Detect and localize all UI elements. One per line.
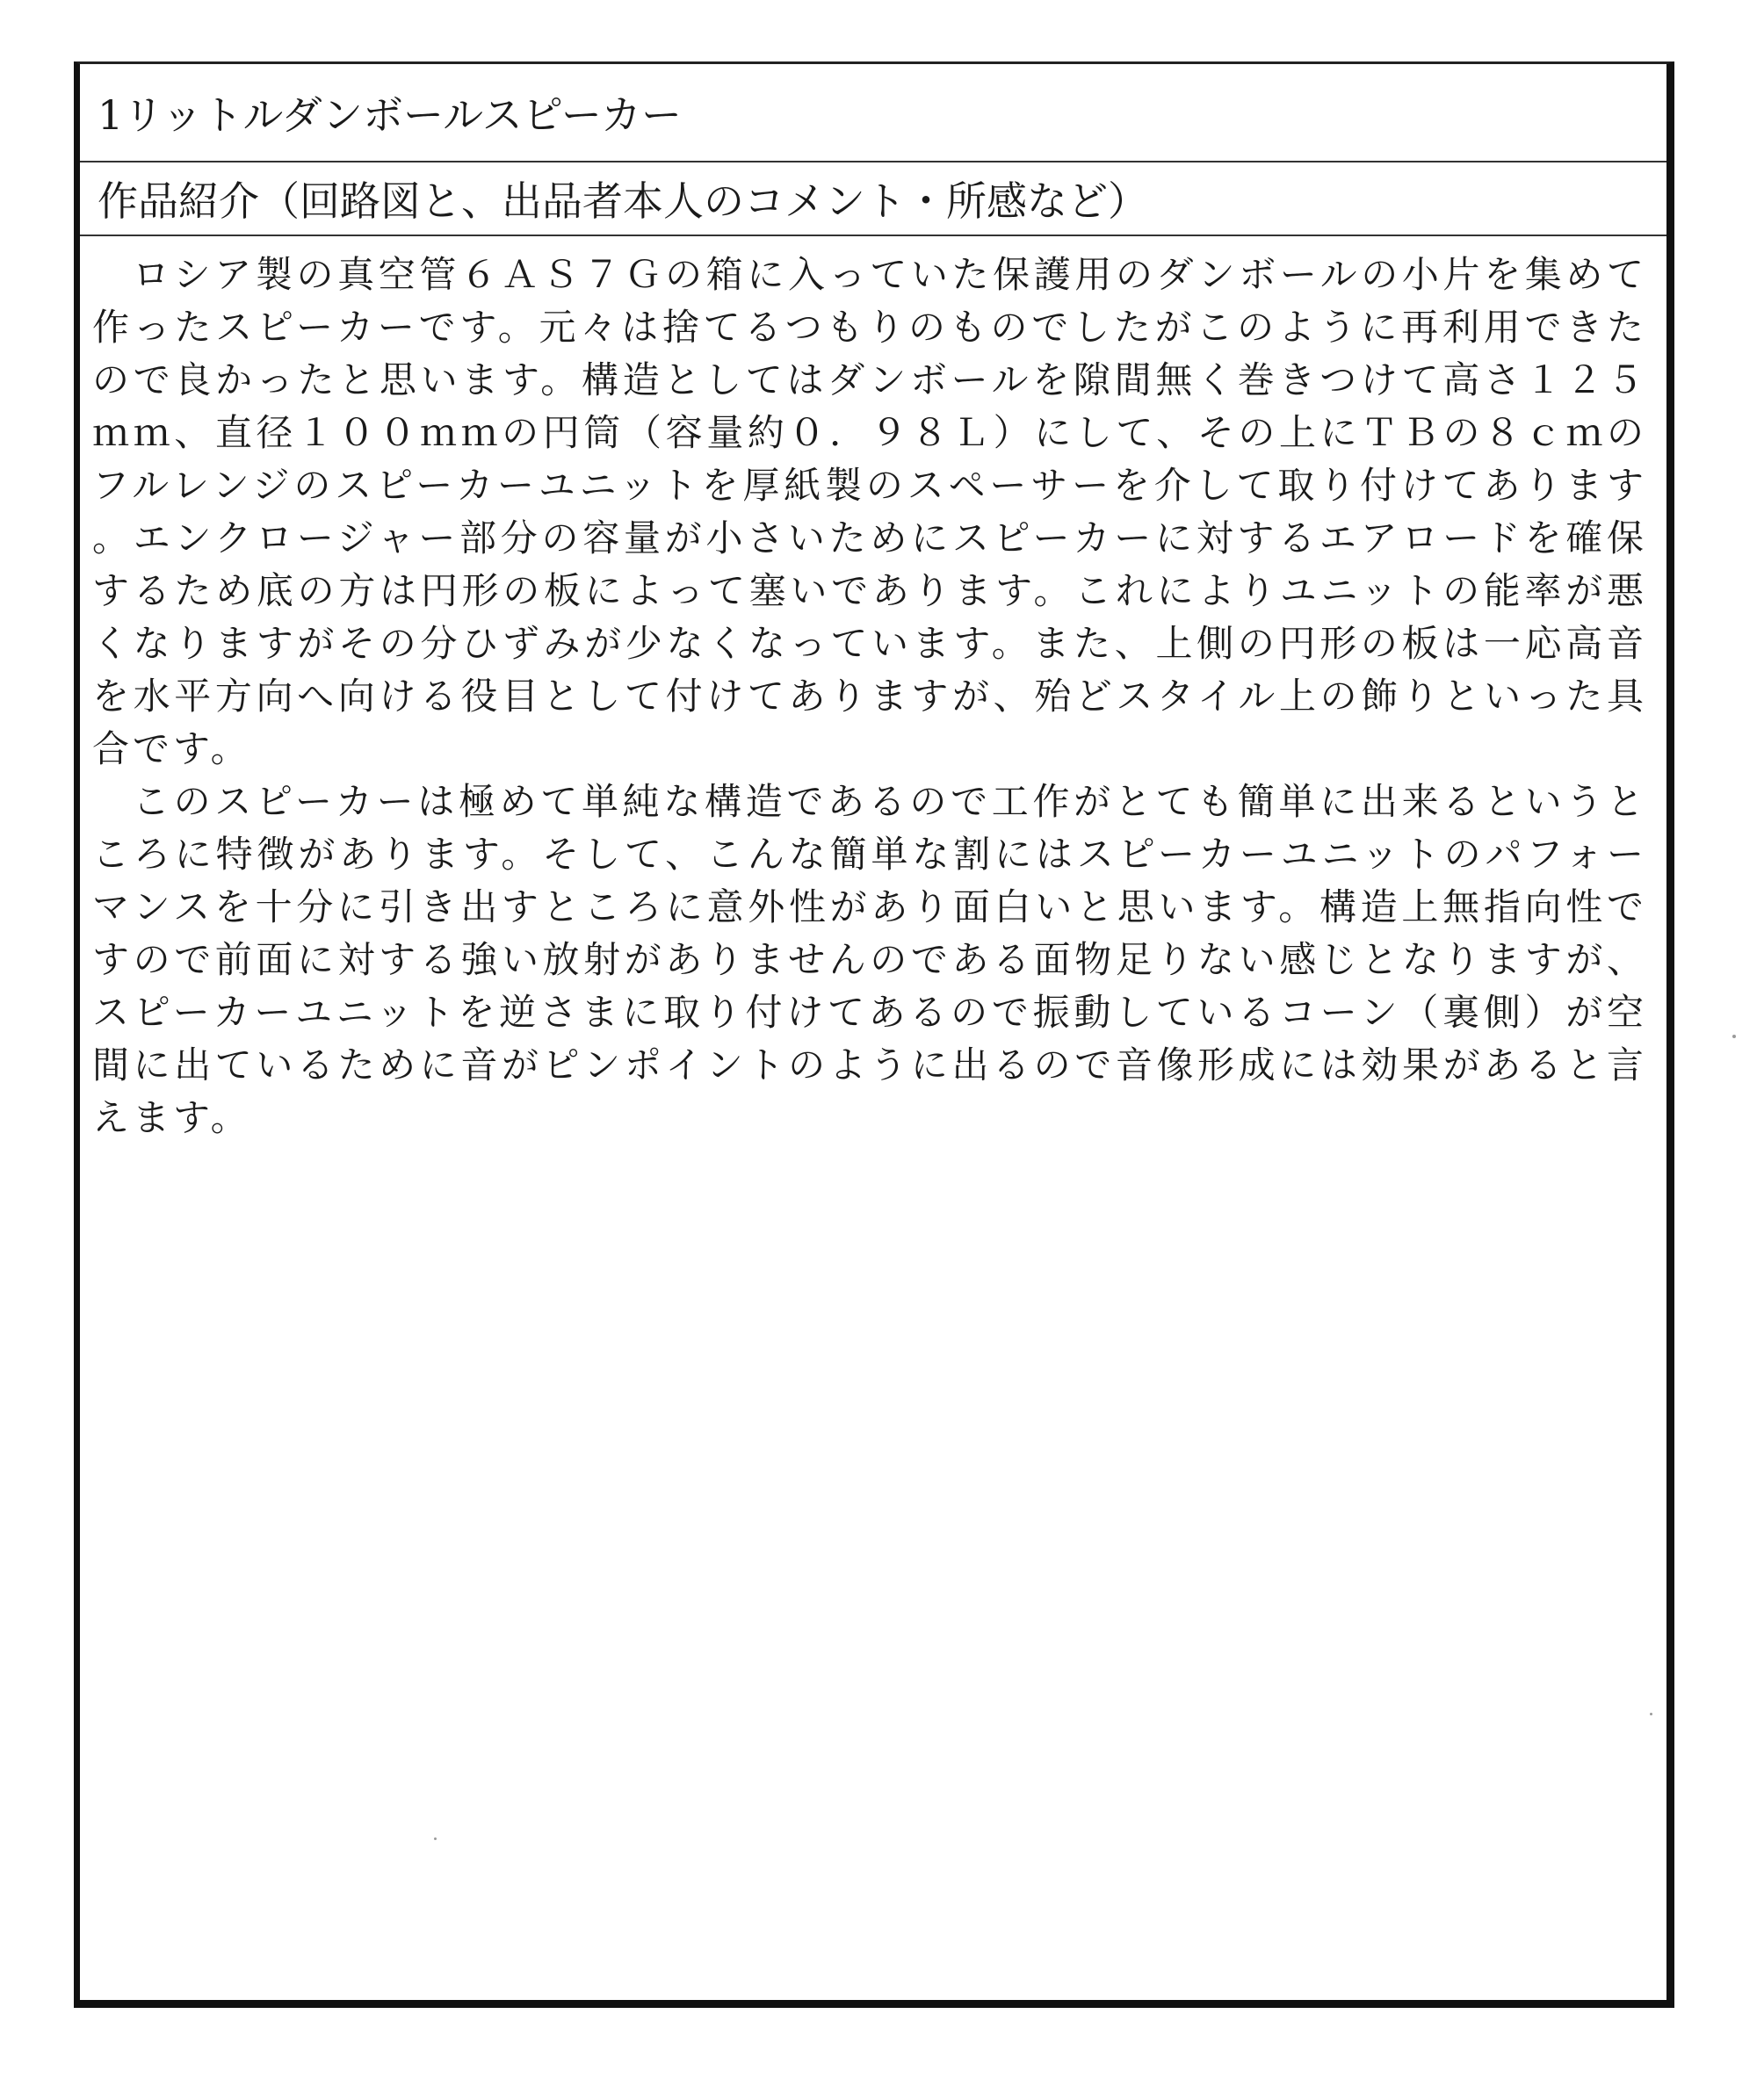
scan-speck: [434, 1837, 437, 1840]
paragraph-2: このスピーカーは極めて単純な構造であるので工作がとても簡単に出来るというところに特徴があります。そして、こんな簡単な割にはスピーカーユニットのパフォーマンスを十分に引き出すところに意外性があり面白いと思います。構造上無指向性ですので前面に対する強い放射がありませんのである面物足りない感じとなりますが、スピーカーユニットを逆さまに取り付けてあるので振動しているコーン（裏側）が空間に出ているために音がピンポイントのように出るので音像形成には効果があると言えます。: [92, 780, 1647, 1139]
scan-speck: [1732, 1035, 1736, 1038]
section-label: 作品紹介（回路図と、出品者本人のコメント・所感など）: [98, 177, 1148, 225]
description-body: [80, 236, 1666, 1144]
title-row: [80, 64, 1666, 162]
document-title: 1リットルダンボールスピーカー: [98, 91, 682, 139]
section-label-row: [80, 162, 1666, 236]
scan-speck: [1650, 1713, 1652, 1715]
document-frame: [74, 61, 1674, 2008]
paragraph-1: ロシア製の真空管６ＡＳ７Ｇの箱に入っていた保護用のダンボールの小片を集めて作ったスピーカーです。元々は捨てるつもりのものでしたがこのように再利用できたので良かったと思います。構造としてはダンボールを隙間無く巻きつけて高さ１２５ｍｍ、直径１００ｍｍの円筒（容量約０．９８Ｌ）にして、その上にＴＢの８ｃｍのフルレンジのスピーカーユニットを厚紙製のスペーサーを介して取り付けてあります。エンクロージャー部分の容量が小さいためにスピーカーに対するエアロードを確保するため底の方は円形の板によって塞いであります。これによりユニットの能率が悪くなりますがその分ひずみが少なくなっています。また、上側の円形の板は一応高音を水平方向へ向ける役目として付けてありますが、殆どスタイル上の飾りといった具合です。: [92, 253, 1647, 770]
